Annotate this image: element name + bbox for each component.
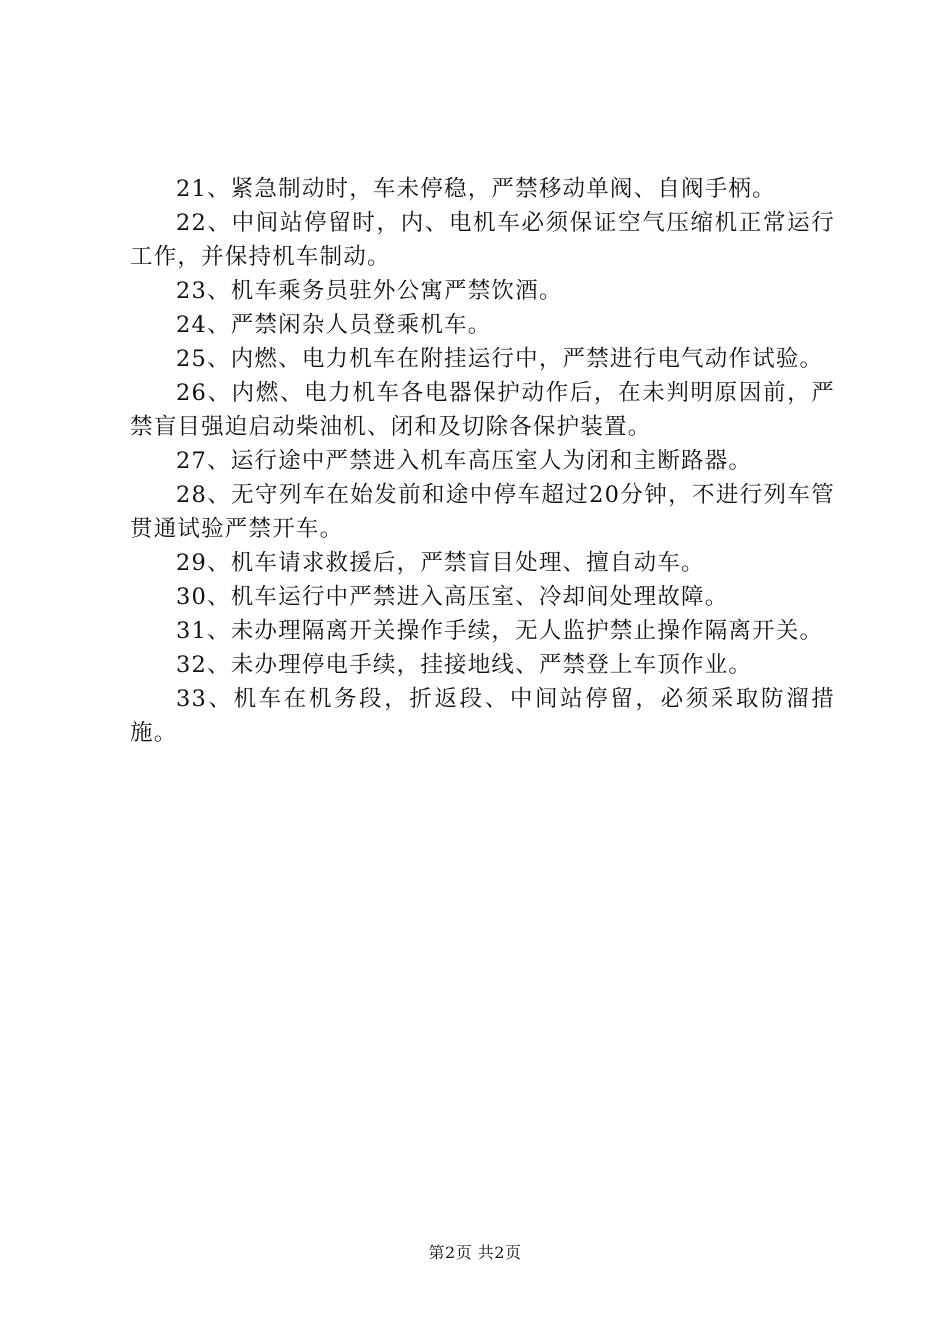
paragraph-31: 31、未办理隔离开关操作手续，无人监护禁止操作隔离开关。: [176, 618, 824, 644]
page-number-label: 第2页 共2页: [428, 1243, 522, 1262]
document-body: [130, 172, 835, 750]
paragraph-26: 26、内燃、电力机车各电器保护动作后，在未判明原因前，严禁盲目强迫启动柴油机、闭和及切除各保护装置。: [130, 380, 835, 440]
paragraph-25: 25、内燃、电力机车在附挂运行中，严禁进行电气动作试验。: [176, 346, 824, 372]
paragraph-23: 23、机车乘务员驻外公寓严禁饮酒。: [176, 278, 563, 304]
paragraph-27: 27、运行途中严禁进入机车高压室人为闭和主断路器。: [176, 448, 753, 474]
paragraph-33: 33、机车在机务段，折返段、中间站停留，必须采取防溜措施。: [130, 686, 835, 746]
page-footer: [0, 1242, 950, 1264]
paragraph-28: 28、无守列车在始发前和途中停车超过20分钟，不进行列车管贯通试验严禁开车。: [130, 482, 835, 542]
paragraph-32: 32、未办理停电手续，挂接地线、严禁登上车顶作业。: [176, 652, 753, 678]
paragraph-22: 22、中间站停留时，内、电机车必须保证空气压缩机正常运行工作，并保持机车制动。: [130, 210, 835, 270]
paragraph-29: 29、机车请求救援后，严禁盲目处理、擅自动车。: [176, 550, 705, 576]
paragraph-30: 30、机车运行中严禁进入高压室、冷却间处理故障。: [176, 584, 729, 610]
paragraph-24: 24、严禁闲杂人员登乘机车。: [176, 312, 492, 338]
paragraph-21: 21、紧急制动时，车未停稳，严禁移动单阀、自阀手柄。: [176, 176, 776, 202]
